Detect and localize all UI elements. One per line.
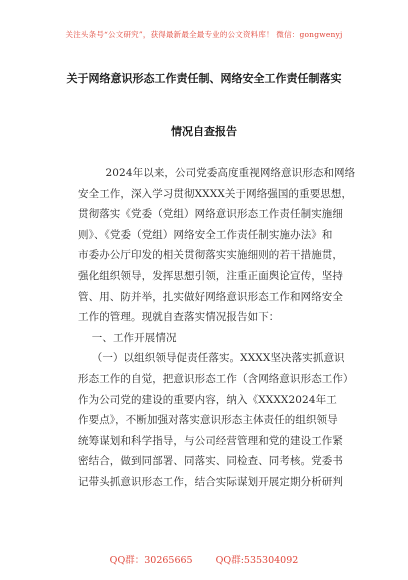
section-1-heading: 一、工作开展情况: [78, 331, 177, 344]
text-line: （一）以组织领导促责任落实。XXXX坚决落实抓意识: [78, 352, 345, 365]
intro-paragraph: [78, 163, 356, 328]
qq-group-2: QQ群:535304092: [215, 555, 299, 566]
text-line: 市委办公厅印发的相关贯彻落实实施细则的若干措施贯，: [78, 249, 343, 262]
text-line: 强化组织领导，发挥思想引领，注重正面舆论宣传，坚持: [78, 269, 343, 282]
section-paragraph: [78, 348, 354, 492]
text-line: 管、用、防并举，扎实做好网络意识形态工作和网络安全: [78, 290, 343, 303]
text-line: 2024年以来，公司党委高度重视网络意识形态和网络: [78, 167, 356, 179]
section-heading: [78, 328, 338, 349]
qq-group-1: QQ群：30265665: [109, 555, 193, 566]
footer: [0, 552, 408, 566]
text-line: 记带头抓意识形态工作，结合实际谋划开展定期分析研判: [78, 475, 343, 488]
text-line: 作为公司党的建设的重要内容，纳入《XXXX2024年工: [78, 393, 337, 406]
text-line: 安全工作，深入学习贯彻XXXX关于网络强国的重要思想，: [78, 187, 353, 200]
text-line: 统筹谋划和科学指导，与公司经营管理和党的建设工作紧: [78, 434, 343, 447]
text-line: 形态工作的自觉，把意识形态工作（含网络意识形态工作）: [78, 372, 354, 385]
document-title: 关于网络意识形态工作责任制、网络安全工作责任制落实: [66, 72, 342, 85]
text-line: 贯彻落实《党委（党组）网络意识形态工作责任制实施细: [78, 208, 343, 221]
document-body: [78, 163, 356, 493]
text-line: 工作的管理。现就自查落实情况报告如下：: [78, 311, 280, 324]
text-line: 则》、《党委（党组）网络安全工作责任制实施办法》和: [78, 228, 333, 241]
text-line: 作要点》，不断加强对落实意识形态主体责任的组织领导: [78, 414, 338, 427]
promo-header: 关注头条号“公文研究”，获得最新最全最专业的公文资料库！ 微信：gongwenyj: [65, 30, 343, 39]
document-subtitle: 情况自查报告: [171, 125, 237, 138]
text-line: 密结合，做到同部署、同落实、同检查、同考核。党委书: [78, 455, 343, 468]
